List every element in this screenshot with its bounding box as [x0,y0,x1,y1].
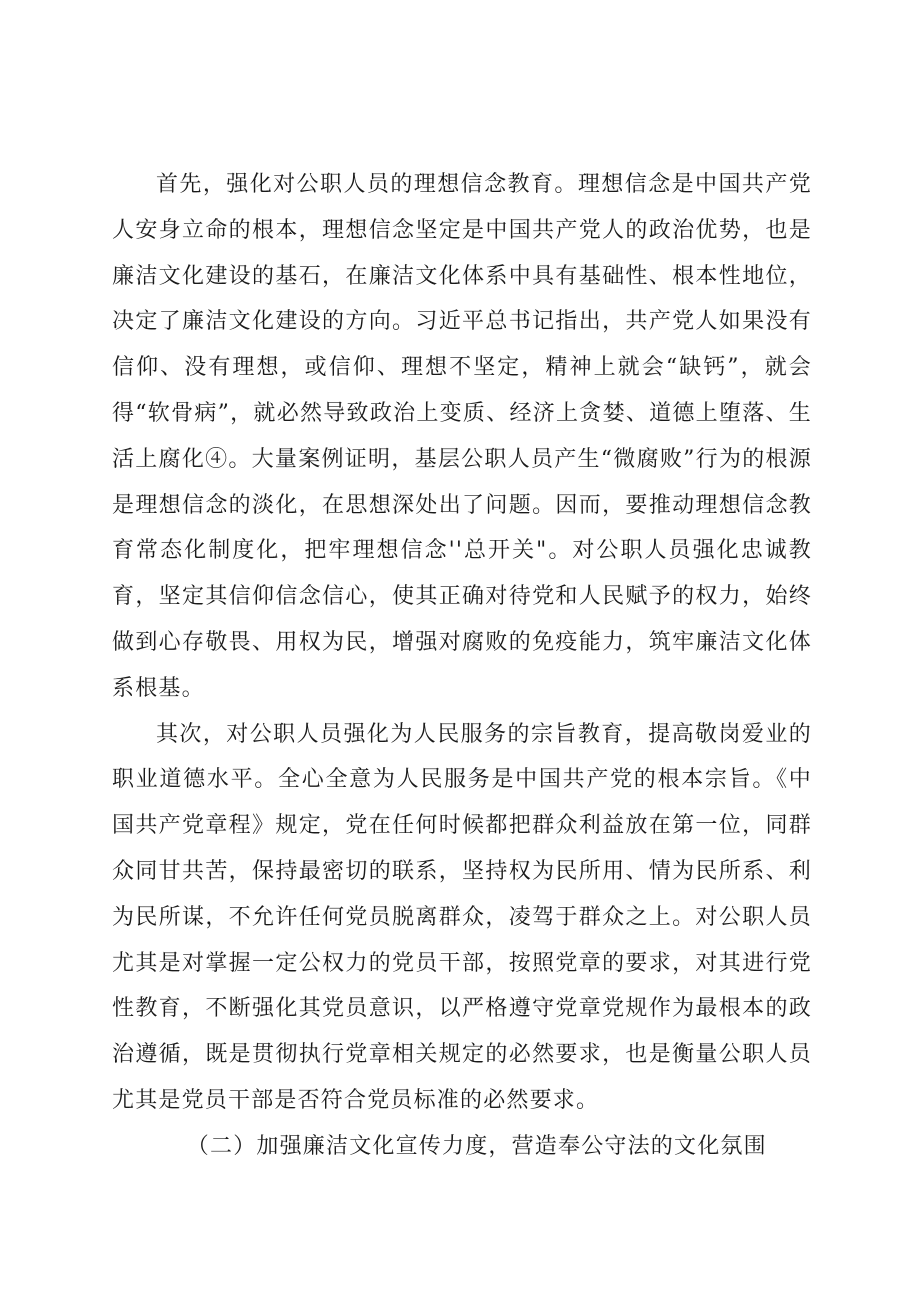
document-body [112,162,812,1170]
paragraph-ideals-education: 首先，强化对公职人员的理想信念教育。理想信念是中国共产党人安身立命的根本，理想信念坚定是中国共产党人的政治优势，也是廉洁文化建设的基石，在廉洁文化体系中具有基础性、根本性地位，决定了廉洁文化建设的方向。习近平总书记指出，共产党人如果没有信仰、没有理想，或信仰、理想不坚定，精神上就会“缺钙”，就会得“软骨病”，就必然导致政治上变质、经济上贪婪、道德上堕落、生活上腐化④。大量案例证明，基层公职人员产生“微腐败”行为的根源是理想信念的淡化，在思想深处出了问题。因而，要推动理想信念教育常态化制度化，把牢理想信念''总开关"。对公职人员强化忠诚教育，坚定其信仰信念信心，使其正确对待党和人民赋予的权力，始终做到心存敬畏、用权为民，增强对腐败的免疫能力，筑牢廉洁文化体系根基。 [112,172,812,701]
paragraph-service-education: 其次，对公职人员强化为人民服务的宗旨教育，提高敬岗爱业的职业道德水平。全心全意为人民服务是中国共产党的根本宗旨。《中国共产党章程》规定，党在任何时候都把群众利益放在第一位，同群众同甘共苦，保持最密切的联系，坚持权为民所用、情为民所系、利为民所谋，不允许任何党员脱离群众，凌驾于群众之上。对公职人员尤其是对掌握一定公权力的党员干部，按照党章的要求，对其进行党性教育，不断强化其党员意识，以严格遵守党章党规作为最根本的政治遵循，既是贯彻执行党章相关规定的必然要求，也是衡量公职人员尤其是党员干部是否符合党员标准的必然要求。 [112,721,812,1113]
section-heading: （二）加强廉洁文化宣传力度，营造奉公守法的文化氛围 [186,1133,767,1159]
